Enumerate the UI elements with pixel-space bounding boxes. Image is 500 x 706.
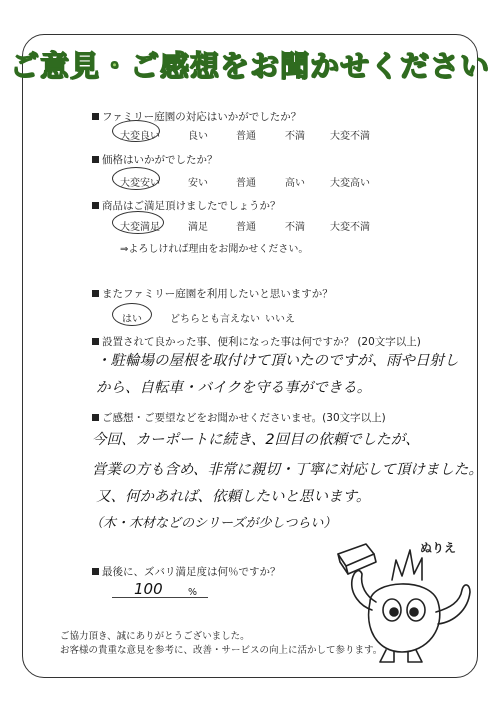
question-3: 商品はご満足頂けましたでしょうか？ [92, 198, 281, 213]
handwritten-answer-line: 今回、カーポートに続き、2回目の依頼でしたが、 [92, 432, 420, 448]
handwritten-answer-line: ・駐輪場の屋根を取付けて頂いたのですが、雨や日射し [96, 353, 459, 369]
square-bullet-icon [92, 338, 99, 345]
handwritten-answer-line: 営業の方も含め、非常に親切・丁寧に対応して頂けました。 [92, 462, 483, 478]
option-q1-2[interactable]: 良い [188, 131, 208, 142]
option-q1-5[interactable]: 大変不満 [330, 131, 370, 142]
option-q3-1[interactable]: 大変満足 [120, 222, 160, 233]
square-bullet-icon [92, 113, 99, 120]
square-bullet-icon [92, 156, 99, 163]
reason-note: ⇒よろしければ理由をお聞かせください。 [120, 244, 309, 255]
option-q2-2[interactable]: 安い [188, 178, 208, 189]
option-q2-3[interactable]: 普通 [236, 178, 256, 189]
option-q4-2[interactable]: どちらとも言えない [170, 314, 260, 325]
coloring-label: ぬりえ [420, 541, 457, 555]
option-q2-1[interactable]: 大変安い [120, 178, 160, 189]
percent-unit: % [188, 587, 198, 598]
page-title: ご意見・ご感想をお聞かせください [9, 49, 490, 83]
satisfaction-value: 100 [134, 580, 163, 598]
footer-thanks: ご協力頂き、誠にありがとうございました。 [60, 631, 250, 642]
option-q1-3[interactable]: 普通 [236, 131, 256, 142]
option-q4-1[interactable]: はい [122, 314, 142, 325]
question-4: またファミリー庭園を利用したいと思いますか？ [92, 286, 333, 301]
mascot-illustration [330, 540, 480, 665]
option-q1-4[interactable]: 不満 [285, 131, 305, 142]
footer-message: お客様の貴重な意見を参考に、改善・サービスの向上に活かして参ります。 [60, 645, 383, 656]
option-q1-1[interactable]: 大変良い [120, 131, 160, 142]
option-q3-5[interactable]: 大変不満 [330, 222, 370, 233]
question-1: ファミリー庭園の対応はいかがでしたか？ [92, 109, 301, 124]
option-q3-4[interactable]: 不満 [285, 222, 305, 233]
handwritten-answer-line: から、自転車・バイクを守る事ができる。 [96, 380, 372, 396]
handwritten-answer-line: 又、何かあれば、依頼したいと思います。 [96, 489, 371, 505]
option-q2-4[interactable]: 高い [285, 178, 305, 189]
handwritten-answer-line: （木・木材などのシリーズが少しつらい） [90, 516, 337, 531]
option-q3-2[interactable]: 満足 [188, 222, 208, 233]
square-bullet-icon [92, 202, 99, 209]
question-5: 設置されて良かった事、便利になった事は何ですか？ (20文字以上) [92, 334, 421, 349]
square-bullet-icon [92, 290, 99, 297]
question-7: 最後に、ズバリ満足度は何％ですか？ [92, 564, 281, 579]
question-6: ご感想・ご要望などをお聞かせくださいませ。(30文字以上) [92, 410, 386, 425]
question-2: 価格はいかがでしたか？ [92, 152, 218, 167]
option-q3-3[interactable]: 普通 [236, 222, 256, 233]
square-bullet-icon [92, 414, 99, 421]
option-q2-5[interactable]: 大変高い [330, 178, 370, 189]
option-q4-3[interactable]: いいえ [265, 314, 295, 325]
square-bullet-icon [92, 568, 99, 575]
